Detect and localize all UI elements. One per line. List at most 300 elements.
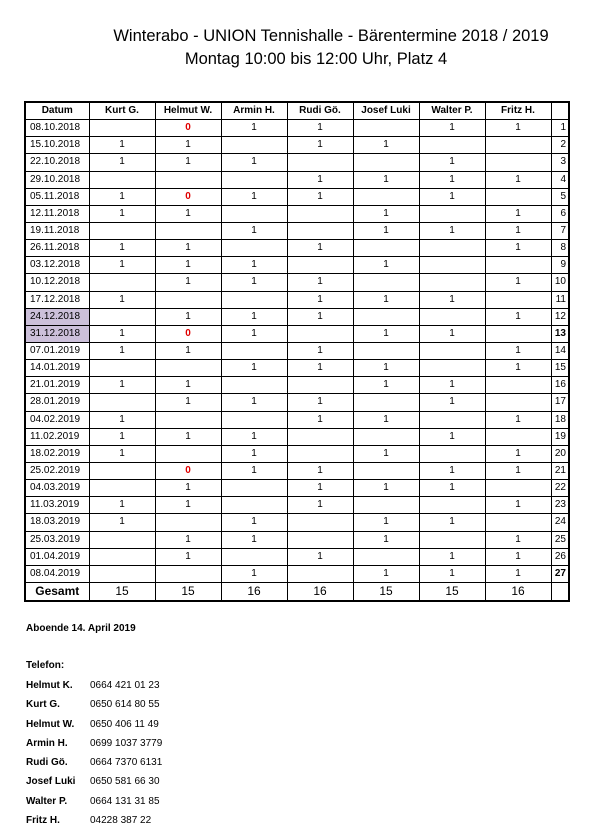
- table-row: [25, 377, 569, 394]
- attendance-cell: 1: [155, 274, 221, 291]
- row-number: 22: [551, 480, 569, 497]
- attendance-cell: [419, 411, 485, 428]
- attendance-cell: 1: [419, 462, 485, 479]
- attendance-cell: 1: [419, 222, 485, 239]
- attendance-cell: 1: [155, 497, 221, 514]
- subscription-end-note: Aboende 14. April 2019: [26, 623, 136, 634]
- attendance-cell: 0: [155, 188, 221, 205]
- attendance-cell: 1: [155, 137, 221, 154]
- table-row: [25, 565, 569, 582]
- contact-name: Fritz H.: [26, 815, 60, 827]
- attendance-cell: 1: [221, 445, 287, 462]
- attendance-cell: 1: [89, 411, 155, 428]
- attendance-cell: [221, 205, 287, 222]
- attendance-cell: 1: [221, 394, 287, 411]
- row-number: 24: [551, 514, 569, 531]
- column-header: Fritz H.: [485, 102, 551, 120]
- contact-entry: [26, 757, 162, 776]
- table-row: [25, 188, 569, 205]
- date-cell: 25.02.2019: [25, 462, 89, 479]
- contact-phone: 0664 131 31 85: [90, 795, 160, 807]
- row-number: 18: [551, 411, 569, 428]
- row-number: 27: [551, 565, 569, 582]
- table-row: [25, 222, 569, 239]
- date-cell: 21.01.2019: [25, 377, 89, 394]
- attendance-cell: [485, 377, 551, 394]
- attendance-cell: 1: [221, 154, 287, 171]
- total-cell: 15: [353, 582, 419, 601]
- date-cell: 14.01.2019: [25, 360, 89, 377]
- date-cell: 26.11.2018: [25, 240, 89, 257]
- attendance-cell: 1: [485, 462, 551, 479]
- column-header: Walter P.: [419, 102, 485, 120]
- attendance-cell: 1: [419, 154, 485, 171]
- row-number: 8: [551, 240, 569, 257]
- attendance-cell: [353, 342, 419, 359]
- attendance-cell: 1: [155, 154, 221, 171]
- attendance-cell: 1: [353, 171, 419, 188]
- attendance-cell: 1: [155, 308, 221, 325]
- attendance-cell: [89, 394, 155, 411]
- attendance-cell: 1: [485, 360, 551, 377]
- table-row: [25, 291, 569, 308]
- row-number: 17: [551, 394, 569, 411]
- table-row: [25, 342, 569, 359]
- attendance-cell: 1: [419, 514, 485, 531]
- attendance-cell: 1: [89, 445, 155, 462]
- column-header: Kurt G.: [89, 102, 155, 120]
- attendance-cell: [353, 462, 419, 479]
- attendance-cell: 1: [353, 411, 419, 428]
- attendance-cell: [419, 240, 485, 257]
- attendance-cell: [419, 342, 485, 359]
- row-number: 26: [551, 548, 569, 565]
- schedule-table: [24, 101, 570, 602]
- attendance-cell: 1: [419, 120, 485, 137]
- attendance-cell: 1: [155, 428, 221, 445]
- attendance-cell: 1: [287, 274, 353, 291]
- attendance-cell: 1: [287, 240, 353, 257]
- attendance-cell: [221, 548, 287, 565]
- row-number: 23: [551, 497, 569, 514]
- attendance-cell: 1: [353, 514, 419, 531]
- column-header: Datum: [25, 102, 89, 120]
- attendance-cell: [419, 445, 485, 462]
- column-header: Josef Luki: [353, 102, 419, 120]
- attendance-cell: 1: [419, 291, 485, 308]
- attendance-cell: [155, 291, 221, 308]
- attendance-cell: 1: [353, 531, 419, 548]
- attendance-cell: 1: [155, 342, 221, 359]
- attendance-cell: [353, 274, 419, 291]
- attendance-cell: [353, 394, 419, 411]
- attendance-cell: [221, 240, 287, 257]
- row-number: 2: [551, 137, 569, 154]
- attendance-cell: 1: [89, 342, 155, 359]
- table-header-row: [25, 102, 569, 120]
- date-cell: 18.03.2019: [25, 514, 89, 531]
- attendance-cell: [287, 531, 353, 548]
- attendance-cell: 1: [353, 222, 419, 239]
- contact-phone: 0664 7370 6131: [90, 757, 163, 769]
- row-number: 20: [551, 445, 569, 462]
- attendance-cell: [287, 565, 353, 582]
- attendance-cell: [287, 154, 353, 171]
- attendance-cell: 1: [155, 548, 221, 565]
- attendance-cell: 1: [419, 171, 485, 188]
- attendance-cell: [419, 497, 485, 514]
- attendance-cell: 1: [89, 257, 155, 274]
- attendance-cell: [485, 480, 551, 497]
- attendance-cell: 1: [221, 428, 287, 445]
- attendance-cell: [419, 360, 485, 377]
- attendance-cell: 1: [419, 188, 485, 205]
- contact-entry: [26, 699, 162, 718]
- attendance-cell: 1: [155, 394, 221, 411]
- row-number: 12: [551, 308, 569, 325]
- row-number: 16: [551, 377, 569, 394]
- attendance-cell: [221, 411, 287, 428]
- date-cell: 03.12.2018: [25, 257, 89, 274]
- attendance-cell: 1: [287, 342, 353, 359]
- row-number: 9: [551, 257, 569, 274]
- totals-label: Gesamt: [25, 582, 89, 601]
- date-cell: 04.02.2019: [25, 411, 89, 428]
- table-row: [25, 462, 569, 479]
- contact-name: Josef Luki: [26, 776, 76, 788]
- attendance-cell: 1: [485, 411, 551, 428]
- attendance-cell: 1: [485, 531, 551, 548]
- attendance-cell: 1: [419, 325, 485, 342]
- date-cell: 25.03.2019: [25, 531, 89, 548]
- attendance-cell: [155, 411, 221, 428]
- attendance-cell: [419, 308, 485, 325]
- date-cell: 28.01.2019: [25, 394, 89, 411]
- contact-entry: [26, 719, 162, 738]
- attendance-cell: [155, 445, 221, 462]
- attendance-cell: [221, 480, 287, 497]
- contact-entry: [26, 776, 162, 795]
- row-number: 14: [551, 342, 569, 359]
- attendance-cell: 1: [155, 531, 221, 548]
- attendance-cell: [287, 445, 353, 462]
- row-number: 7: [551, 222, 569, 239]
- attendance-cell: 1: [353, 480, 419, 497]
- attendance-cell: 1: [221, 257, 287, 274]
- contact-name: Armin H.: [26, 737, 68, 749]
- row-number: 3: [551, 154, 569, 171]
- attendance-cell: 1: [287, 188, 353, 205]
- attendance-cell: [353, 308, 419, 325]
- attendance-cell: 1: [353, 360, 419, 377]
- attendance-cell: [353, 188, 419, 205]
- total-cell: 15: [155, 582, 221, 601]
- table-row: [25, 274, 569, 291]
- attendance-cell: [89, 531, 155, 548]
- column-header: Helmut W.: [155, 102, 221, 120]
- row-number: 21: [551, 462, 569, 479]
- attendance-cell: [419, 531, 485, 548]
- column-header: [551, 102, 569, 120]
- attendance-cell: 1: [419, 565, 485, 582]
- date-cell: 31.12.2018: [25, 325, 89, 342]
- attendance-cell: [89, 565, 155, 582]
- attendance-cell: 1: [419, 548, 485, 565]
- attendance-cell: 0: [155, 325, 221, 342]
- attendance-cell: 1: [221, 514, 287, 531]
- attendance-cell: [89, 171, 155, 188]
- attendance-cell: [155, 222, 221, 239]
- table-row: [25, 325, 569, 342]
- date-cell: 08.04.2019: [25, 565, 89, 582]
- attendance-cell: 0: [155, 462, 221, 479]
- table-row: [25, 257, 569, 274]
- attendance-cell: 1: [155, 257, 221, 274]
- date-cell: 29.10.2018: [25, 171, 89, 188]
- attendance-cell: [485, 137, 551, 154]
- attendance-cell: 1: [485, 445, 551, 462]
- table-row: [25, 171, 569, 188]
- contact-name: Helmut K.: [26, 680, 73, 691]
- attendance-cell: [485, 428, 551, 445]
- contact-entry: [26, 680, 162, 699]
- attendance-cell: 1: [155, 480, 221, 497]
- attendance-cell: 1: [287, 308, 353, 325]
- contact-entry: [26, 738, 162, 757]
- attendance-cell: [419, 137, 485, 154]
- date-cell: 24.12.2018: [25, 308, 89, 325]
- attendance-cell: [221, 342, 287, 359]
- contact-phone: 0650 614 80 55: [90, 699, 160, 711]
- attendance-cell: 1: [89, 137, 155, 154]
- attendance-cell: [485, 257, 551, 274]
- attendance-cell: [155, 565, 221, 582]
- attendance-cell: 1: [485, 274, 551, 291]
- date-cell: 01.04.2019: [25, 548, 89, 565]
- attendance-cell: 1: [89, 154, 155, 171]
- date-cell: 11.03.2019: [25, 497, 89, 514]
- attendance-cell: 1: [287, 480, 353, 497]
- attendance-cell: 1: [419, 394, 485, 411]
- contact-name: Rudi Gö.: [26, 757, 68, 769]
- attendance-cell: 1: [89, 291, 155, 308]
- table-row: [25, 240, 569, 257]
- row-number: 13: [551, 325, 569, 342]
- table-row: [25, 394, 569, 411]
- attendance-cell: 1: [485, 171, 551, 188]
- column-header: Rudi Gö.: [287, 102, 353, 120]
- date-cell: 10.12.2018: [25, 274, 89, 291]
- attendance-cell: 1: [287, 291, 353, 308]
- attendance-cell: 1: [287, 497, 353, 514]
- date-cell: 19.11.2018: [25, 222, 89, 239]
- row-number: 4: [551, 171, 569, 188]
- totals-row: [25, 582, 569, 601]
- attendance-cell: 1: [89, 188, 155, 205]
- row-number: 6: [551, 205, 569, 222]
- attendance-cell: 1: [287, 411, 353, 428]
- contact-entry: [26, 815, 162, 834]
- contact-list: [26, 680, 162, 834]
- attendance-cell: 1: [89, 205, 155, 222]
- attendance-cell: 1: [485, 497, 551, 514]
- attendance-cell: [221, 377, 287, 394]
- attendance-cell: [485, 291, 551, 308]
- date-cell: 18.02.2019: [25, 445, 89, 462]
- attendance-cell: [485, 514, 551, 531]
- attendance-cell: 1: [221, 274, 287, 291]
- attendance-cell: [221, 497, 287, 514]
- attendance-cell: [287, 222, 353, 239]
- row-number: 11: [551, 291, 569, 308]
- date-cell: 15.10.2018: [25, 137, 89, 154]
- row-number: 5: [551, 188, 569, 205]
- contact-phone: 0664 421 01 23: [90, 680, 160, 691]
- contact-phone: 04228 387 22: [90, 815, 152, 827]
- contact-name: Kurt G.: [26, 699, 60, 711]
- attendance-cell: [485, 394, 551, 411]
- table-row: [25, 308, 569, 325]
- attendance-cell: 1: [287, 137, 353, 154]
- attendance-cell: 1: [89, 240, 155, 257]
- attendance-cell: 1: [89, 428, 155, 445]
- attendance-cell: 1: [287, 548, 353, 565]
- attendance-cell: [353, 428, 419, 445]
- table-row: [25, 360, 569, 377]
- table-row: [25, 531, 569, 548]
- date-cell: 08.10.2018: [25, 120, 89, 137]
- attendance-cell: 1: [287, 462, 353, 479]
- attendance-cell: 1: [221, 308, 287, 325]
- attendance-cell: 1: [221, 188, 287, 205]
- attendance-cell: 1: [89, 514, 155, 531]
- attendance-cell: 1: [155, 377, 221, 394]
- attendance-cell: [353, 240, 419, 257]
- attendance-cell: 0: [155, 120, 221, 137]
- date-cell: 17.12.2018: [25, 291, 89, 308]
- attendance-cell: [419, 205, 485, 222]
- table-row: [25, 497, 569, 514]
- table-row: [25, 480, 569, 497]
- date-cell: 05.11.2018: [25, 188, 89, 205]
- attendance-cell: [89, 462, 155, 479]
- date-cell: 07.01.2019: [25, 342, 89, 359]
- attendance-cell: 1: [287, 171, 353, 188]
- total-cell: 16: [287, 582, 353, 601]
- attendance-cell: 1: [155, 240, 221, 257]
- attendance-cell: [89, 274, 155, 291]
- row-number: 15: [551, 360, 569, 377]
- attendance-cell: 1: [155, 205, 221, 222]
- table-row: [25, 548, 569, 565]
- attendance-cell: 1: [221, 565, 287, 582]
- attendance-cell: 1: [221, 222, 287, 239]
- attendance-cell: [221, 137, 287, 154]
- attendance-cell: 1: [353, 205, 419, 222]
- attendance-cell: 1: [353, 291, 419, 308]
- attendance-cell: [287, 428, 353, 445]
- total-cell: 15: [89, 582, 155, 601]
- attendance-cell: 1: [419, 377, 485, 394]
- table-row: [25, 120, 569, 137]
- attendance-cell: [419, 257, 485, 274]
- attendance-cell: 1: [287, 394, 353, 411]
- attendance-cell: [419, 274, 485, 291]
- attendance-cell: [287, 325, 353, 342]
- attendance-cell: 1: [89, 497, 155, 514]
- attendance-cell: 1: [485, 120, 551, 137]
- attendance-cell: 1: [353, 137, 419, 154]
- attendance-cell: 1: [485, 205, 551, 222]
- attendance-cell: [353, 154, 419, 171]
- attendance-cell: [287, 205, 353, 222]
- attendance-cell: [89, 222, 155, 239]
- date-cell: 12.11.2018: [25, 205, 89, 222]
- attendance-cell: 1: [221, 360, 287, 377]
- total-cell: 15: [419, 582, 485, 601]
- contact-name: Walter P.: [26, 795, 68, 807]
- document-subtitle: Montag 10:00 bis 12:00 Uhr, Platz 4: [184, 50, 448, 68]
- contact-phone: 0650 406 11 49: [90, 718, 159, 730]
- attendance-cell: [89, 548, 155, 565]
- contact-phone: 0650 581 66 30: [90, 776, 160, 788]
- attendance-cell: [485, 325, 551, 342]
- total-cell: 16: [221, 582, 287, 601]
- attendance-cell: 1: [221, 462, 287, 479]
- table-row: [25, 428, 569, 445]
- attendance-cell: [89, 308, 155, 325]
- attendance-cell: 1: [485, 342, 551, 359]
- attendance-cell: 1: [485, 222, 551, 239]
- attendance-cell: [155, 514, 221, 531]
- attendance-cell: 1: [353, 377, 419, 394]
- attendance-cell: 1: [419, 428, 485, 445]
- attendance-cell: [221, 171, 287, 188]
- contact-name: Helmut W.: [26, 718, 75, 730]
- table-row: [25, 411, 569, 428]
- total-cell-empty: [551, 582, 569, 601]
- total-cell: 16: [485, 582, 551, 601]
- row-number: 10: [551, 274, 569, 291]
- attendance-cell: [155, 360, 221, 377]
- contact-phone: 0699 1037 3779: [90, 737, 163, 749]
- table-body: [25, 120, 569, 583]
- date-cell: 22.10.2018: [25, 154, 89, 171]
- attendance-cell: 1: [485, 308, 551, 325]
- attendance-cell: 1: [287, 120, 353, 137]
- phone-heading: Telefon:: [26, 660, 65, 671]
- attendance-cell: [353, 548, 419, 565]
- row-number: 19: [551, 428, 569, 445]
- date-cell: 04.03.2019: [25, 480, 89, 497]
- attendance-cell: [89, 120, 155, 137]
- attendance-cell: [287, 257, 353, 274]
- attendance-cell: [353, 497, 419, 514]
- row-number: 1: [551, 120, 569, 137]
- table-row: [25, 445, 569, 462]
- attendance-cell: 1: [353, 325, 419, 342]
- attendance-cell: [485, 154, 551, 171]
- attendance-cell: [221, 291, 287, 308]
- attendance-cell: 1: [485, 548, 551, 565]
- attendance-cell: [89, 360, 155, 377]
- contact-entry: [26, 796, 162, 815]
- date-cell: 11.02.2019: [25, 428, 89, 445]
- attendance-cell: 1: [353, 445, 419, 462]
- attendance-cell: 1: [287, 360, 353, 377]
- row-number: 25: [551, 531, 569, 548]
- attendance-cell: 1: [485, 565, 551, 582]
